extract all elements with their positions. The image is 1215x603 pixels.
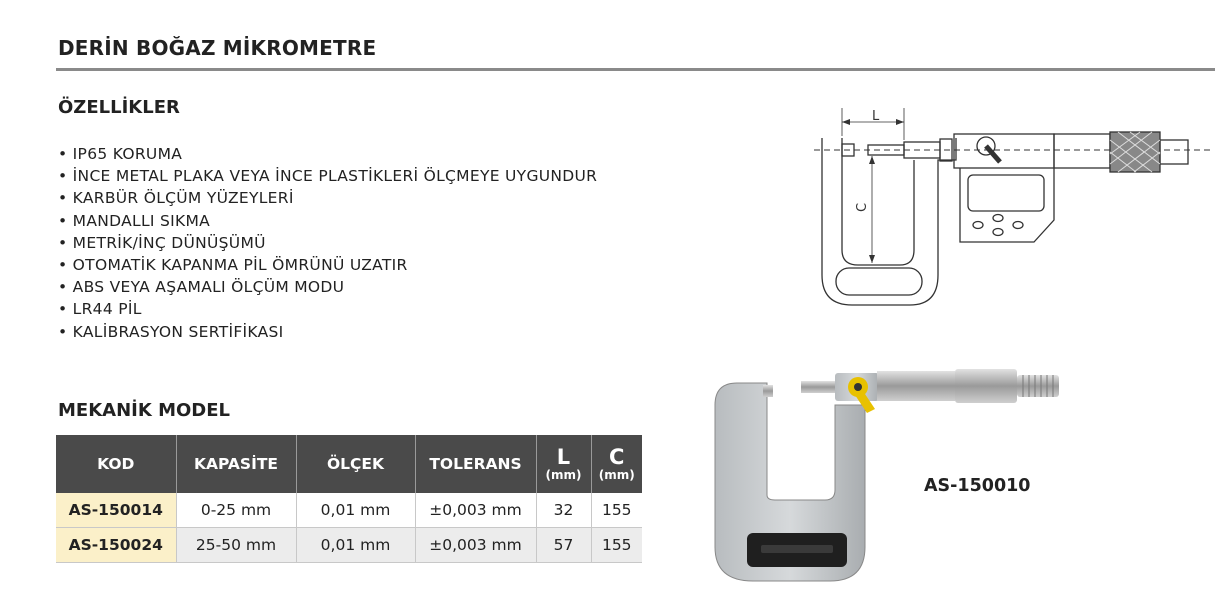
cell-olcek: 0,01 mm bbox=[296, 493, 415, 528]
cell-c: 155 bbox=[591, 528, 642, 563]
model-heading: MEKANİK MODEL bbox=[58, 400, 230, 421]
feature-item: • METRİK/İNÇ DÜNÜŞÜMÜ bbox=[58, 232, 597, 254]
feature-item: • LR44 PİL bbox=[58, 298, 597, 320]
feature-item: • IP65 KORUMA bbox=[58, 143, 597, 165]
features-heading: ÖZELLİKLER bbox=[58, 97, 180, 118]
table-row bbox=[56, 528, 642, 563]
col-header-tolerans: TOLERANS bbox=[415, 435, 536, 493]
col-header-c-label: C bbox=[609, 445, 625, 469]
spec-table bbox=[56, 435, 642, 563]
dimension-c-label: C bbox=[855, 202, 870, 212]
page-title: DERİN BOĞAZ MİKROMETRE bbox=[58, 36, 377, 60]
micrometer-product-photo bbox=[705, 365, 1065, 585]
feature-item: • ABS VEYA AŞAMALI ÖLÇÜM MODU bbox=[58, 276, 597, 298]
cell-kod: AS-150014 bbox=[56, 493, 176, 528]
feature-item: • MANDALLI SIKMA bbox=[58, 210, 597, 232]
features-list bbox=[58, 143, 597, 343]
col-header-kod: KOD bbox=[56, 435, 176, 493]
cell-kapasite: 25-50 mm bbox=[176, 528, 296, 563]
feature-item: • KALİBRASYON SERTİFİKASI bbox=[58, 321, 597, 343]
cell-tolerans: ±0,003 mm bbox=[415, 528, 536, 563]
cell-tolerans: ±0,003 mm bbox=[415, 493, 536, 528]
col-header-olcek: ÖLÇEK bbox=[296, 435, 415, 493]
col-header-c-unit: (mm) bbox=[598, 468, 635, 482]
micrometer-technical-drawing bbox=[808, 100, 1215, 310]
cell-olcek: 0,01 mm bbox=[296, 528, 415, 563]
table-row bbox=[56, 493, 642, 528]
cell-kod: AS-150024 bbox=[56, 528, 176, 563]
cell-l: 32 bbox=[536, 493, 591, 528]
feature-item: • İNCE METAL PLAKA VEYA İNCE PLASTİKLERİ ÖLÇMEYE UYGUNDUR bbox=[58, 165, 597, 187]
col-header-l-label: L bbox=[556, 445, 571, 469]
cell-kapasite: 0-25 mm bbox=[176, 493, 296, 528]
cell-c: 155 bbox=[591, 493, 642, 528]
title-divider bbox=[56, 68, 1215, 71]
product-model-label: AS-150010 bbox=[924, 476, 1031, 496]
dimension-l-label: L bbox=[872, 109, 880, 124]
col-header-c bbox=[591, 435, 642, 493]
col-header-kapasite: KAPASİTE bbox=[176, 435, 296, 493]
cell-l: 57 bbox=[536, 528, 591, 563]
col-header-l bbox=[536, 435, 591, 493]
feature-item: • KARBÜR ÖLÇÜM YÜZEYLERİ bbox=[58, 187, 597, 209]
feature-item: • OTOMATİK KAPANMA PİL ÖMRÜNÜ UZATIR bbox=[58, 254, 597, 276]
col-header-l-unit: (mm) bbox=[545, 468, 582, 482]
table-header-row bbox=[56, 435, 642, 493]
